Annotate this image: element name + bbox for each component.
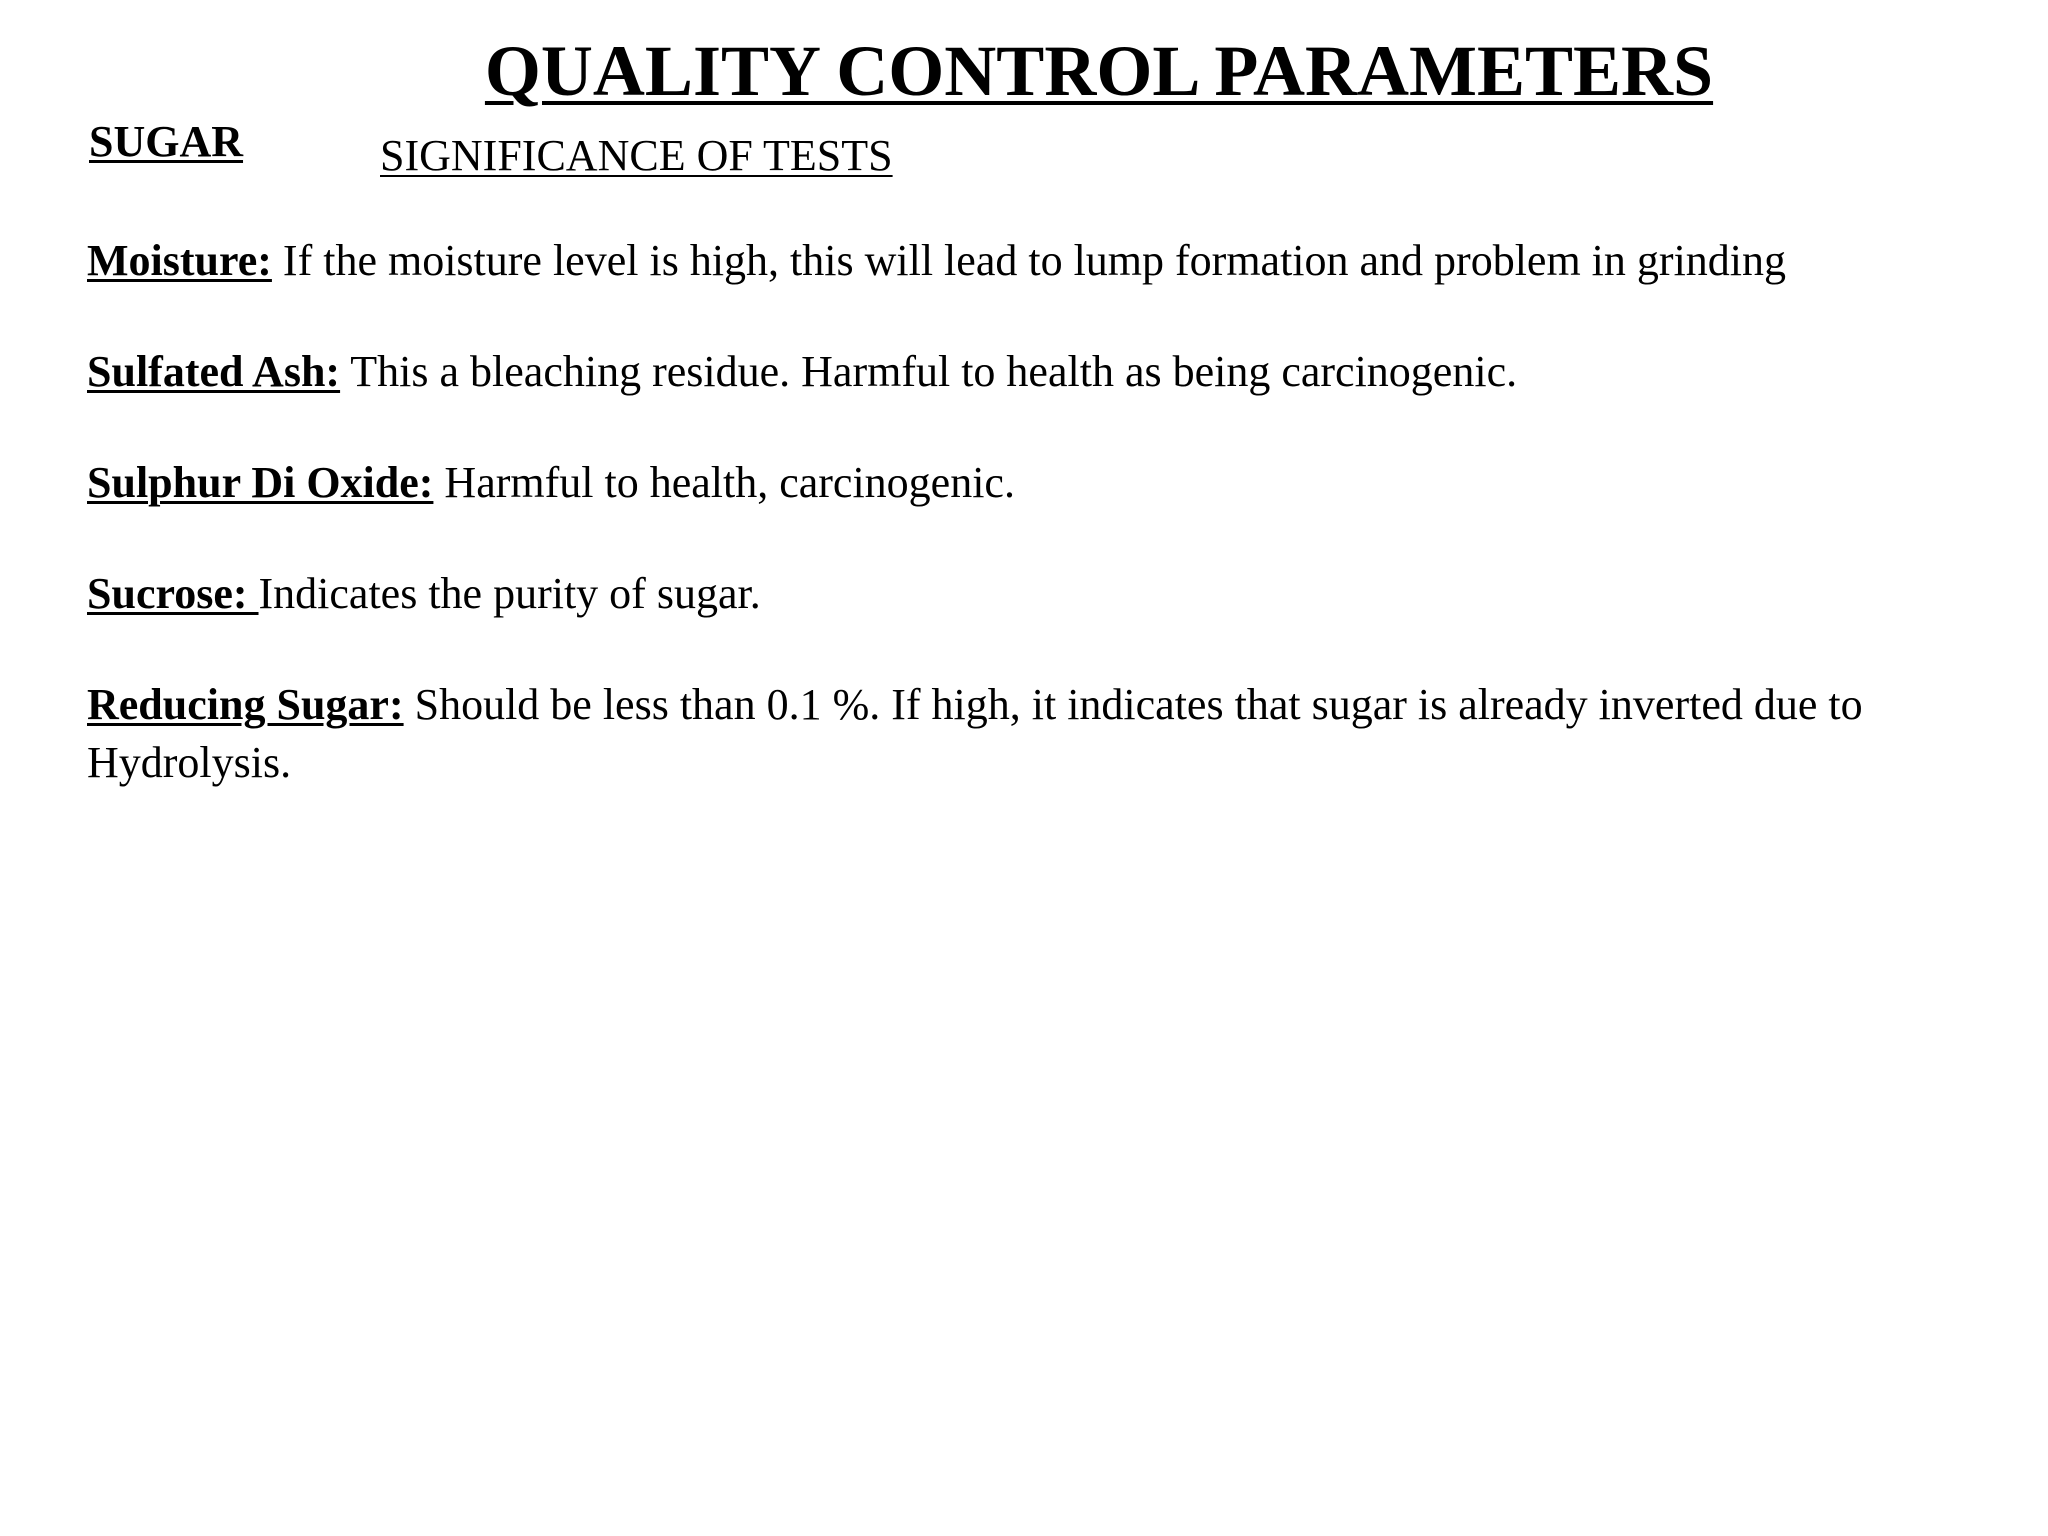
- tests-list: [87, 232, 1987, 845]
- subtitle: SIGNIFICANCE OF TESTS: [380, 131, 893, 180]
- test-item-moisture: [87, 232, 1987, 290]
- test-item-sucrose: [87, 565, 1987, 623]
- test-name: Sucrose:: [87, 569, 259, 618]
- test-item-sulfated-ash: [87, 343, 1987, 401]
- test-name: Sulphur Di Oxide:: [87, 458, 434, 507]
- test-name: Reducing Sugar:: [87, 680, 404, 729]
- test-description: Should be less than 0.1 %. If high, it indicates that sugar is already inverted due to Hydrolysis.: [87, 680, 1863, 787]
- test-name: Moisture:: [87, 236, 272, 285]
- test-description: This a bleaching residue. Harmful to health as being carcinogenic.: [350, 347, 1518, 396]
- test-description: Indicates the purity of sugar.: [258, 569, 761, 618]
- section-label: SUGAR: [89, 117, 244, 166]
- test-item-reducing-sugar: [87, 676, 1987, 792]
- test-description: Harmful to health, carcinogenic.: [444, 458, 1015, 507]
- test-item-sulphur-di-oxide: [87, 454, 1987, 512]
- page-title: QUALITY CONTROL PARAMETERS: [484, 31, 1714, 111]
- test-description: If the moisture level is high, this will lead to lump formation and problem in grinding: [282, 236, 1787, 285]
- test-name: Sulfated Ash:: [87, 347, 341, 396]
